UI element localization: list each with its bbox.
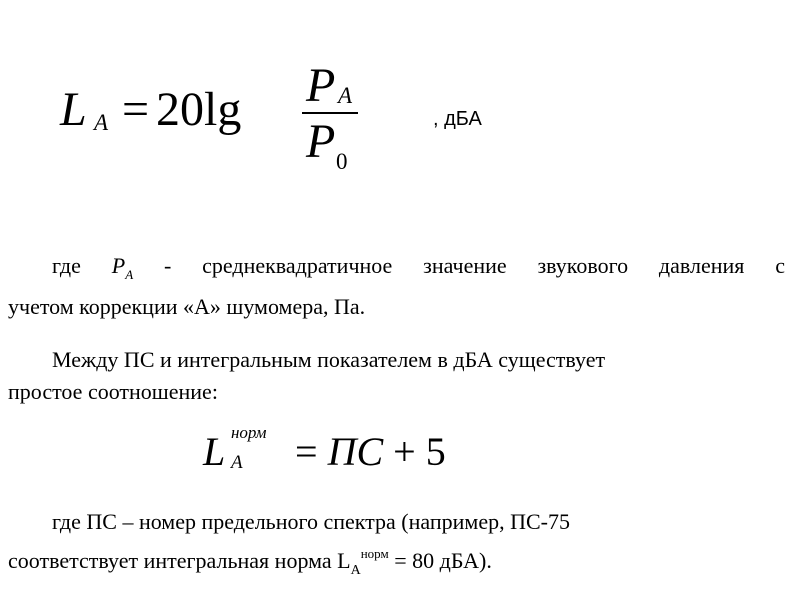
- paragraph1-line2: учетом коррекции «А» шумомера, Па.: [8, 294, 366, 319]
- formula2-plus-five: + 5: [393, 429, 446, 474]
- formula2-superscript: норм: [231, 423, 267, 442]
- paragraph1-line1: [8, 250, 785, 291]
- fraction-bar: [302, 112, 358, 114]
- formula-norm-relation: [203, 424, 523, 484]
- paragraph3-line2: [8, 538, 785, 587]
- formula2-ps: ПС: [327, 429, 384, 474]
- paragraph2-line2: простое соотношение:: [8, 379, 218, 404]
- formula-la-definition: [60, 59, 380, 174]
- formula1-lhs-subscript: A: [94, 110, 109, 135]
- formula2-rhs: [295, 429, 446, 474]
- formula1-fraction: [302, 59, 362, 174]
- formula1-denominator-variable: P: [306, 115, 336, 168]
- formula1-denominator-subscript: 0: [336, 149, 348, 174]
- formula2-variable: L: [203, 429, 226, 474]
- paragraph3-la-superscript: норм: [360, 546, 389, 561]
- paragraph1-lead: где: [52, 253, 112, 278]
- paragraph3-line2-pre: соответствует интегральная норма L: [8, 548, 351, 573]
- paragraph-ps-definition: [8, 506, 785, 587]
- formula1-lhs-variable: L: [60, 83, 87, 136]
- formula1-equals: =: [122, 83, 150, 136]
- paragraph3-line1: где ПС – номер предельного спектра (например, ПС-75: [52, 509, 570, 534]
- formula2-equals: =: [295, 429, 318, 474]
- formula1-numerator-subscript: A: [338, 83, 353, 108]
- paragraph1-variable: P: [111, 253, 126, 278]
- paragraph-pa-definition: [8, 250, 785, 323]
- formula1-coefficient: 20lg: [156, 83, 242, 136]
- paragraph-relation-intro: [8, 344, 785, 408]
- formula2-subscript: A: [231, 452, 243, 473]
- paragraph2-line1: Между ПС и интегральным показателем в дБА существует: [52, 347, 606, 372]
- paragraph3-la-subscript: A: [350, 563, 361, 578]
- paragraph3-line2-post: = 80 дБА).: [388, 548, 492, 573]
- formula1-numerator-variable: P: [306, 59, 336, 112]
- paragraph1-variable-subscript: A: [125, 267, 134, 282]
- formula1-unit-label: , дБА: [433, 108, 482, 130]
- paragraph1-rest: - среднеквадратичное значение звукового давления с: [133, 253, 785, 278]
